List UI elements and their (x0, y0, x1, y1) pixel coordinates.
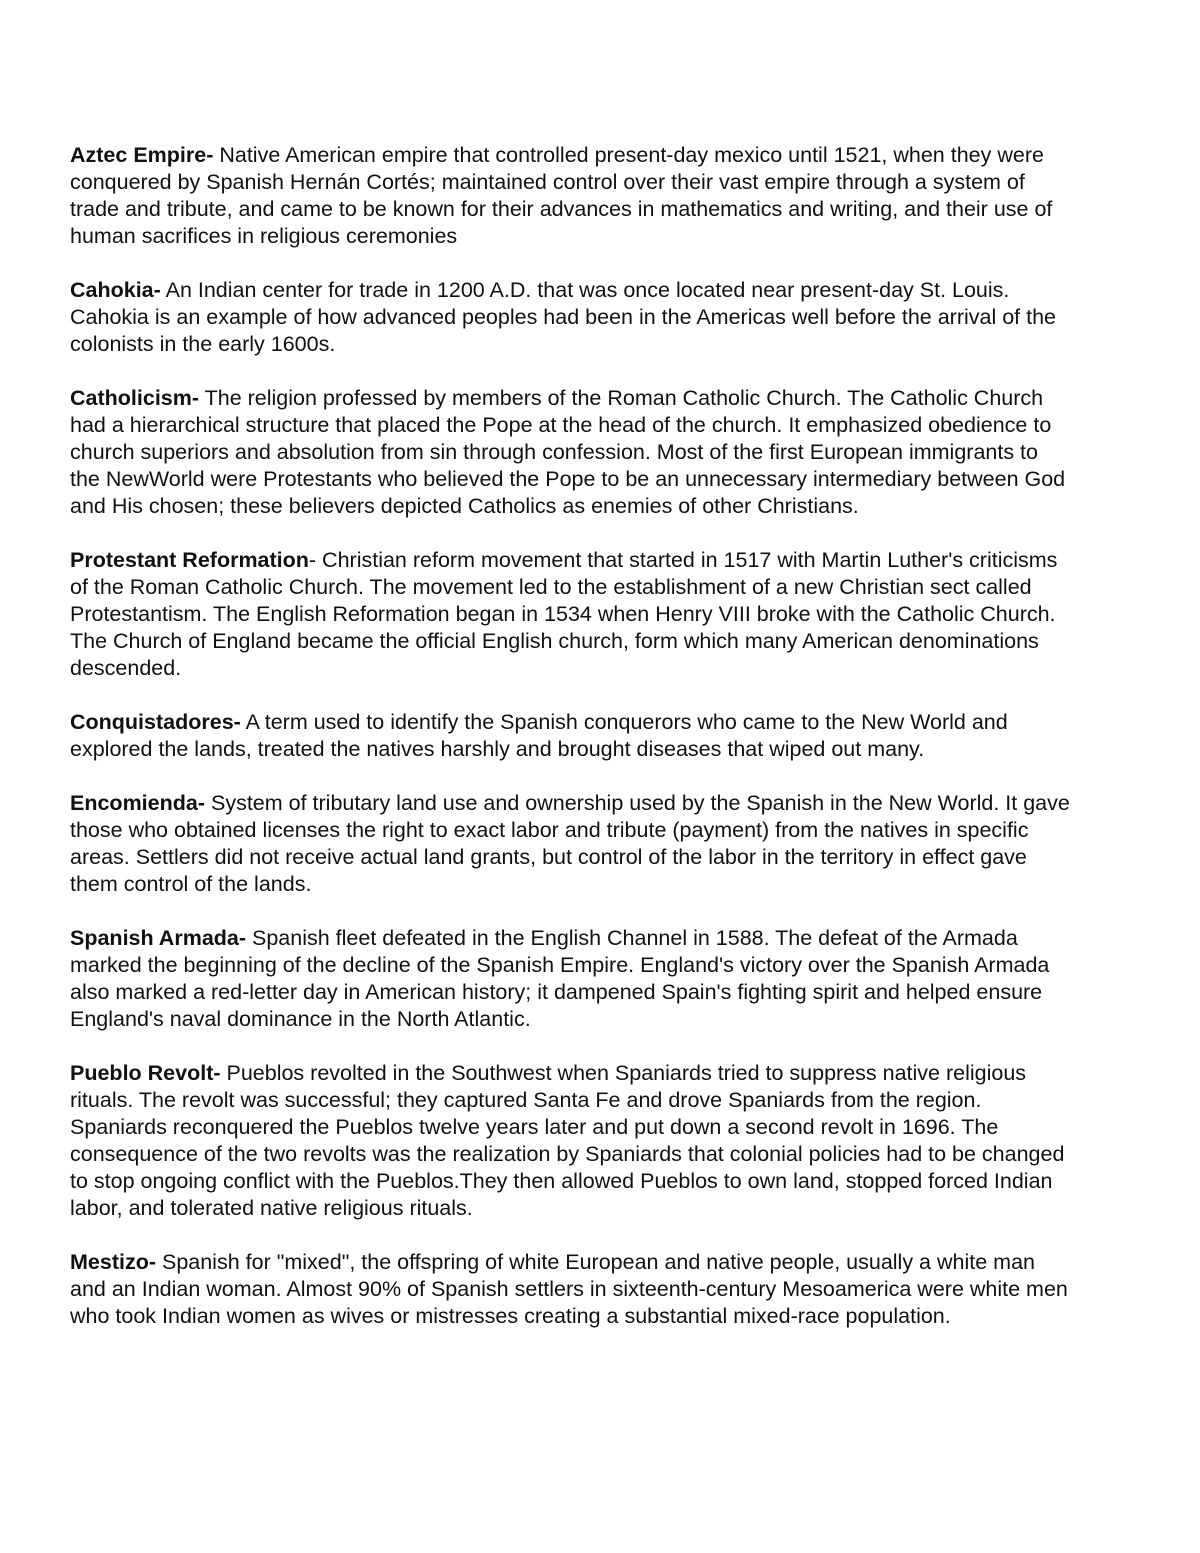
term-pueblo-revolt: Pueblo Revolt- (70, 1061, 221, 1085)
entry-conquistadores (70, 709, 1070, 763)
definition-pueblo-revolt: Pueblos revolted in the Southwest when Spaniards tried to suppress native religious rituals. The revolt was successful; they captured Santa Fe and drove Spaniards from the region. Spaniards reconquered the Pueblos twelve years later and put down a second revolt in 1696. The consequence of the two revolts was the realization by Spaniards that colonial policies had to be changed to stop ongoing conflict with the Pueblos.They then allowed Pueblos to own land, stopped forced Indian labor, and tolerated native religious rituals. (70, 1061, 1065, 1220)
definition-cahokia: An Indian center for trade in 1200 A.D. that was once located near present-day St. Louis. Cahokia is an example of how advanced peoples had been in the Americas well before the arrival of the colonists in the early 1600s. (70, 278, 1057, 356)
definition-conquistadores: A term used to identify the Spanish conquerors who came to the New World and explored the lands, treated the natives harshly and brought diseases that wiped out many. (70, 710, 1008, 761)
entry-catholicism (70, 385, 1070, 520)
term-cahokia: Cahokia- (70, 278, 161, 302)
term-spanish-armada: Spanish Armada- (70, 926, 247, 950)
entry-spanish-armada (70, 925, 1070, 1033)
entry-aztec-empire (70, 142, 1070, 250)
definition-mestizo: Spanish for "mixed", the offspring of white European and native people, usually a white man and an Indian woman. Almost 90% of Spanish settlers in sixteenth-century Mesoamerica were white men who took Indian women as wives or mistresses creating a substantial mixed-race population. (70, 1250, 1068, 1328)
term-protestant-reformation: Protestant Reformation (70, 548, 309, 572)
term-encomienda: Encomienda- (70, 791, 205, 815)
definition-protestant-reformation: - Christian reform movement that started in 1517 with Martin Luther's criticisms of the Roman Catholic Church. The movement led to the establishment of a new Christian sect called Protestantism. The English Reformation began in 1534 when Henry VIII broke with the Catholic Church. The Church of England became the official English church, form which many American denominations descended. (70, 548, 1058, 680)
entry-encomienda (70, 790, 1070, 898)
definition-catholicism: The religion professed by members of the Roman Catholic Church. The Catholic Church had a hierarchical structure that placed the Pope at the head of the church. It emphasized obedience to church superiors and absolution from sin through confession. Most of the first European immigrants to the NewWorld were Protestants who believed the Pope to be an unnecessary intermediary between God and His chosen; these believers depicted Catholics as enemies of other Christians. (70, 386, 1066, 518)
glossary-content (70, 142, 1070, 1357)
entry-pueblo-revolt (70, 1060, 1070, 1222)
entry-protestant-reformation (70, 547, 1070, 682)
entry-cahokia (70, 277, 1070, 358)
definition-spanish-armada: Spanish fleet defeated in the English Channel in 1588. The defeat of the Armada marked the beginning of the decline of the Spanish Empire. England's victory over the Spanish Armada also marked a red-letter day in American history; it dampened Spain's fighting spirit and helped ensure England's naval dominance in the North Atlantic. (70, 926, 1050, 1031)
term-catholicism: Catholicism- (70, 386, 200, 410)
definition-encomienda: System of tributary land use and ownership used by the Spanish in the New World. It gave those who obtained licenses the right to exact labor and tribute (payment) from the natives in specific areas. Settlers did not receive actual land grants, but control of the labor in the territory in effect gave them control of the lands. (70, 791, 1070, 896)
term-conquistadores: Conquistadores- (70, 710, 241, 734)
definition-aztec-empire: Native American empire that controlled present-day mexico until 1521, when they were conquered by Spanish Hernán Cortés; maintained control over their vast empire through a system of trade and tribute, and came to be known for their advances in mathematics and writing, and their use of human sacrifices in religious ceremonies (70, 143, 1053, 248)
term-aztec-empire: Aztec Empire- (70, 143, 214, 167)
entry-mestizo (70, 1249, 1070, 1330)
term-mestizo: Mestizo- (70, 1250, 156, 1274)
